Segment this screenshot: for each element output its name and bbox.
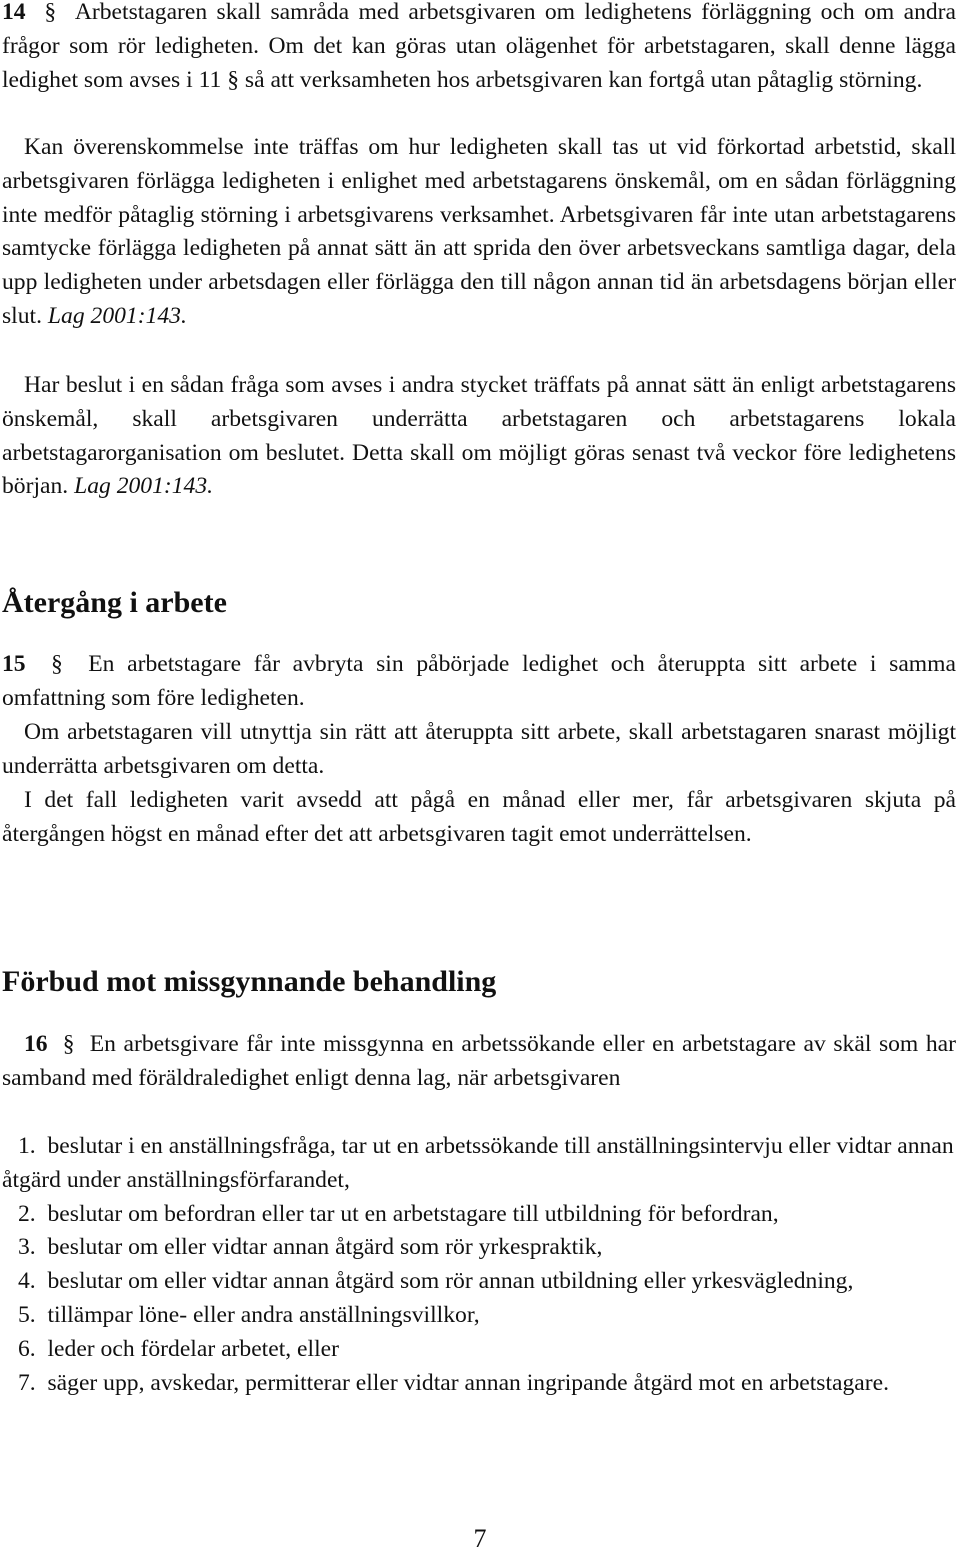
list-item-text: säger upp, avskedar, permitterar eller vidtar annan ingripande åtgärd mot en arbetstagare. [47,1369,890,1396]
list-item [2,1333,956,1367]
section-15-paragraph-1 [2,648,956,716]
list-item-text: tillämpar löne- eller andra anställningsvillkor, [47,1301,480,1328]
list-number: 1. [18,1133,36,1159]
law-reference: Lag 2001:143. [47,302,187,329]
paragraph-text: Kan överenskommelse inte träffas om hur ledigheten skall tas ut vid förkortad arbetstid, skall arbetsgivaren förlägga ledigheten i enlighet med arbetstagarens önskemål, om en sådan förläggning inte medför påtaglig störning i arbetsgivarens verksamhet. Arbetsgivaren får inte utan arbetstagarens samtycke förlägga ledigheten på annat sätt än att sprida den över arbetsveckans samtliga dagar, dela upp ledigheten under arbetsdagen eller förlägga den till någon annan tid än arbetsdagens början eller slut. [2,134,956,329]
list-item-text: beslutar om eller vidtar annan åtgärd som rör yrkespraktik, [47,1234,603,1261]
section-15-paragraph-2 [2,716,956,784]
paragraph-text: Har beslut i en sådan fråga som avses i andra stycket träffats på annat sätt än enligt arbetstagarens önskemål, skall arbetsgivaren underrätta arbetstagaren och arbetstagarens lokala arbetstagarorganisation om beslutet. Detta skall om möjligt göras senast två veckor före ledighetens början. [2,372,956,500]
list-number: 2. [18,1200,36,1227]
section-sign: § [51,651,63,677]
list-number: 5. [18,1301,36,1328]
list-number: 3. [18,1234,36,1261]
section-number: 16 [24,1031,48,1057]
list-number: 6. [18,1335,36,1362]
list-item-text: beslutar om befordran eller tar ut en arbetstagare till utbildning för befordran, [47,1200,779,1227]
paragraph-text: Om arbetstagaren vill utnyttja sin rätt att återuppta sitt arbete, skall arbetstagaren snarast möjligt underrätta arbetsgivaren om detta. [2,719,956,779]
list-item-text: leder och fördelar arbetet, eller [47,1335,339,1362]
list-item [2,1299,956,1333]
section-14-paragraph-1 [2,0,956,97]
list-number: 7. [18,1369,36,1396]
list-number: 4. [18,1268,36,1295]
paragraph-text: Arbetstagaren skall samråda med arbetsgivaren om ledighetens förläggning och om andra frågor som rör ledigheten. Om det kan göras utan olägenhet för arbetstagaren, skall denne lägga ledighet som avses i 11 § så att verksamheten hos arbetsgivaren kan fortgå utan påtaglig störning. [2,0,956,93]
list-item [2,1265,956,1299]
paragraph-text: En arbetstagare får avbryta sin påbörjade ledighet och återuppta sitt arbete i samma omfattning som före ledigheten. [2,651,956,711]
list-item-text: beslutar om eller vidtar annan åtgärd som rör annan utbildning eller yrkesvägledning, [47,1268,854,1295]
list-item [2,1231,956,1265]
section-15-paragraph-3 [2,784,956,852]
section-16-list [2,1130,956,1400]
list-item-text: beslutar i en anställningsfråga, tar ut en arbetssökande till anställningsintervju eller vidtar annan åtgärd under anställningsförfarandet, [2,1133,954,1193]
section-number: 14 [2,0,26,25]
section-number: 15 [2,651,26,677]
heading-forbud-mot-missgynnande-behandling: Förbud mot missgynnande behandling [2,965,497,998]
section-14-paragraph-3 [2,369,956,504]
law-reference: Lag 2001:143. [74,473,214,500]
section-sign: § [44,0,57,25]
list-item [2,1198,956,1232]
section-14-paragraph-2 [2,131,956,334]
page-number: 7 [473,1524,487,1553]
list-item [2,1367,956,1401]
heading-atergang-i-arbete: Återgång i arbete [2,586,227,619]
paragraph-text: En arbetsgivare får inte missgynna en arbetssökande eller en arbetstagare av skäl som har samband med föräldraledighet enligt denna lag, när arbetsgivaren [2,1031,956,1091]
section-16-intro [2,1028,956,1096]
section-sign: § [62,1031,75,1057]
list-item [2,1130,956,1198]
paragraph-text: I det fall ledigheten varit avsedd att pågå en månad eller mer, får arbetsgivaren skjuta på återgången högst en månad efter det att arbetsgivaren tagit emot underrättelsen. [2,787,956,847]
